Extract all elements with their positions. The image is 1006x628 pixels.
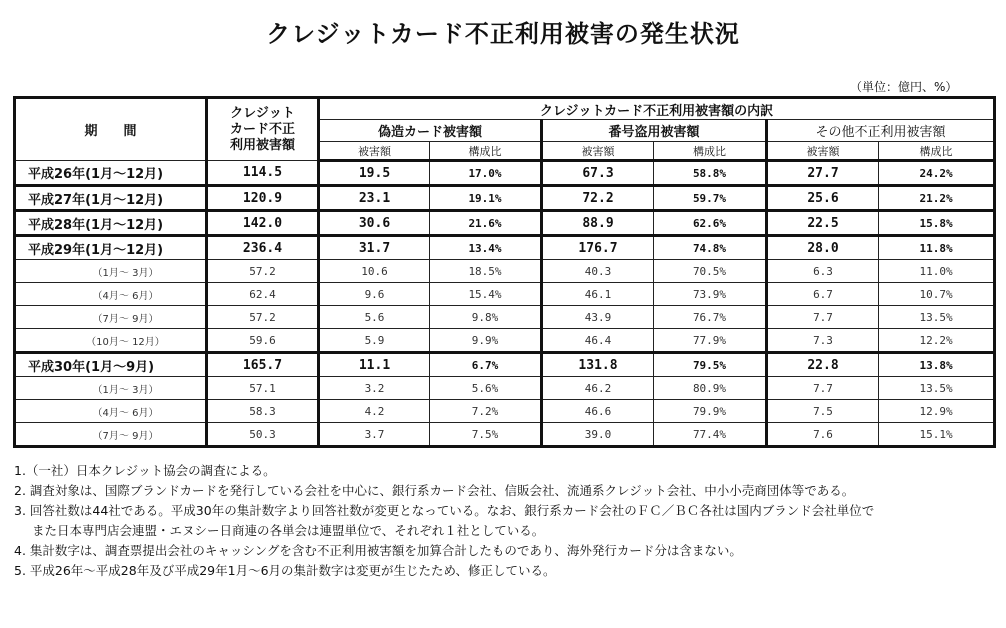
other-amount-cell: 22.8 <box>767 353 879 377</box>
number-theft-ratio-cell: 62.6% <box>654 211 767 236</box>
other-amount-cell: 7.3 <box>767 329 879 353</box>
quarter-row <box>15 260 995 283</box>
counterfeit-ratio-cell: 18.5% <box>430 260 542 283</box>
number-theft-amount-cell: 72.2 <box>542 186 654 211</box>
other-ratio-cell: 13.5% <box>879 306 995 329</box>
other-ratio-cell: 15.8% <box>879 211 995 236</box>
counterfeit-ratio-cell: 17.0% <box>430 161 542 186</box>
year-row <box>15 211 995 236</box>
other-amount-cell: 28.0 <box>767 236 879 260</box>
header-number-theft-amount: 被害額 <box>542 142 654 161</box>
number-theft-ratio-cell: 59.7% <box>654 186 767 211</box>
counterfeit-amount-cell: 3.7 <box>319 423 430 447</box>
header-number-theft: 番号盗用被害額 <box>542 120 767 142</box>
total-cell: 114.5 <box>207 161 319 186</box>
other-ratio-cell: 24.2% <box>879 161 995 186</box>
header-total-line1: クレジット <box>230 105 295 121</box>
quarter-row <box>15 377 995 400</box>
total-cell: 57.2 <box>207 260 319 283</box>
counterfeit-ratio-cell: 13.4% <box>430 236 542 260</box>
header-other: その他不正利用被害額 <box>767 120 995 142</box>
period-cell: （1月～ 3月） <box>15 260 207 283</box>
note-5: 5. 平成26年～平成28年及び平成29年1月～6月の集計数字は変更が生じたため、修正している。 <box>14 563 556 578</box>
total-cell: 165.7 <box>207 353 319 377</box>
total-cell: 50.3 <box>207 423 319 447</box>
number-theft-ratio-cell: 77.9% <box>654 329 767 353</box>
header-number-theft-ratio: 構成比 <box>654 142 767 161</box>
other-amount-cell: 22.5 <box>767 211 879 236</box>
header-counterfeit-amount: 被害額 <box>319 142 430 161</box>
counterfeit-amount-cell: 10.6 <box>319 260 430 283</box>
counterfeit-ratio-cell: 21.6% <box>430 211 542 236</box>
counterfeit-amount-cell: 23.1 <box>319 186 430 211</box>
counterfeit-ratio-cell: 9.9% <box>430 329 542 353</box>
header-period: 期 間 <box>15 98 207 161</box>
other-ratio-cell: 10.7% <box>879 283 995 306</box>
counterfeit-ratio-cell: 5.6% <box>430 377 542 400</box>
number-theft-amount-cell: 176.7 <box>542 236 654 260</box>
counterfeit-amount-cell: 31.7 <box>319 236 430 260</box>
year-row <box>15 186 995 211</box>
counterfeit-amount-cell: 30.6 <box>319 211 430 236</box>
counterfeit-amount-cell: 5.9 <box>319 329 430 353</box>
total-cell: 120.9 <box>207 186 319 211</box>
other-ratio-cell: 13.8% <box>879 353 995 377</box>
header-breakdown: クレジットカード不正利用被害額の内訳 <box>319 98 995 120</box>
other-amount-cell: 7.7 <box>767 306 879 329</box>
other-ratio-cell: 21.2% <box>879 186 995 211</box>
header-counterfeit-ratio: 構成比 <box>430 142 542 161</box>
other-amount-cell: 25.6 <box>767 186 879 211</box>
counterfeit-ratio-cell: 6.7% <box>430 353 542 377</box>
number-theft-amount-cell: 88.9 <box>542 211 654 236</box>
total-cell: 59.6 <box>207 329 319 353</box>
period-cell: 平成29年(1月～12月) <box>15 236 207 260</box>
period-cell: （10月～ 12月） <box>15 329 207 353</box>
number-theft-amount-cell: 46.4 <box>542 329 654 353</box>
number-theft-amount-cell: 43.9 <box>542 306 654 329</box>
header-total-line2: カード不正 <box>229 121 295 137</box>
counterfeit-ratio-cell: 9.8% <box>430 306 542 329</box>
total-cell: 57.2 <box>207 306 319 329</box>
other-amount-cell: 27.7 <box>767 161 879 186</box>
period-cell: （7月～ 9月） <box>15 423 207 447</box>
number-theft-amount-cell: 40.3 <box>542 260 654 283</box>
note-4: 4. 集計数字は、調査票提出会社のキャッシングを含む不正利用被害額を加算合計したものであり、海外発行カード分は含まない。 <box>14 543 742 558</box>
quarter-row <box>15 423 995 447</box>
period-cell: 平成30年(1月～9月) <box>15 353 207 377</box>
number-theft-amount-cell: 46.2 <box>542 377 654 400</box>
other-ratio-cell: 11.8% <box>879 236 995 260</box>
header-total <box>207 98 319 161</box>
period-cell: （4月～ 6月） <box>15 400 207 423</box>
number-theft-ratio-cell: 79.5% <box>654 353 767 377</box>
counterfeit-ratio-cell: 7.5% <box>430 423 542 447</box>
other-ratio-cell: 11.0% <box>879 260 995 283</box>
counterfeit-amount-cell: 9.6 <box>319 283 430 306</box>
quarter-row <box>15 329 995 353</box>
number-theft-amount-cell: 131.8 <box>542 353 654 377</box>
other-amount-cell: 7.6 <box>767 423 879 447</box>
period-cell: （7月～ 9月） <box>15 306 207 329</box>
year-row <box>15 353 995 377</box>
period-cell: 平成28年(1月～12月) <box>15 211 207 236</box>
number-theft-ratio-cell: 79.9% <box>654 400 767 423</box>
number-theft-ratio-cell: 74.8% <box>654 236 767 260</box>
other-ratio-cell: 13.5% <box>879 377 995 400</box>
period-cell: 平成27年(1月～12月) <box>15 186 207 211</box>
counterfeit-ratio-cell: 15.4% <box>430 283 542 306</box>
number-theft-ratio-cell: 76.7% <box>654 306 767 329</box>
counterfeit-amount-cell: 4.2 <box>319 400 430 423</box>
counterfeit-amount-cell: 11.1 <box>319 353 430 377</box>
counterfeit-amount-cell: 5.6 <box>319 306 430 329</box>
other-amount-cell: 6.7 <box>767 283 879 306</box>
period-cell: （4月～ 6月） <box>15 283 207 306</box>
total-cell: 57.1 <box>207 377 319 400</box>
fraud-damage-table <box>13 96 996 448</box>
counterfeit-ratio-cell: 7.2% <box>430 400 542 423</box>
year-row <box>15 161 995 186</box>
counterfeit-amount-cell: 3.2 <box>319 377 430 400</box>
counterfeit-ratio-cell: 19.1% <box>430 186 542 211</box>
number-theft-ratio-cell: 77.4% <box>654 423 767 447</box>
other-ratio-cell: 15.1% <box>879 423 995 447</box>
other-ratio-cell: 12.2% <box>879 329 995 353</box>
header-other-ratio: 構成比 <box>879 142 995 161</box>
header-other-amount: 被害額 <box>767 142 879 161</box>
notes <box>14 461 874 581</box>
total-cell: 58.3 <box>207 400 319 423</box>
number-theft-amount-cell: 67.3 <box>542 161 654 186</box>
header-counterfeit: 偽造カード被害額 <box>319 120 542 142</box>
total-cell: 142.0 <box>207 211 319 236</box>
number-theft-amount-cell: 46.1 <box>542 283 654 306</box>
quarter-row <box>15 306 995 329</box>
note-2: 2. 調査対象は、国際ブランドカードを発行している会社を中心に、銀行系カード会社、信販会社、流通系クレジット会社、中小小売商団体等である。 <box>14 483 855 498</box>
period-cell: （1月～ 3月） <box>15 377 207 400</box>
number-theft-ratio-cell: 70.5% <box>654 260 767 283</box>
number-theft-ratio-cell: 73.9% <box>654 283 767 306</box>
other-amount-cell: 7.5 <box>767 400 879 423</box>
year-row <box>15 236 995 260</box>
number-theft-ratio-cell: 58.8% <box>654 161 767 186</box>
total-cell: 62.4 <box>207 283 319 306</box>
other-amount-cell: 7.7 <box>767 377 879 400</box>
counterfeit-amount-cell: 19.5 <box>319 161 430 186</box>
unit-label: （単位：億円、%） <box>850 80 958 94</box>
number-theft-amount-cell: 39.0 <box>542 423 654 447</box>
number-theft-amount-cell: 46.6 <box>542 400 654 423</box>
period-cell: 平成26年(1月～12月) <box>15 161 207 186</box>
quarter-row <box>15 400 995 423</box>
note-3-continued: また日本専門店会連盟・エヌシー日商連の各単会は連盟単位で、それぞれ１社としている。 <box>32 523 545 538</box>
other-amount-cell: 6.3 <box>767 260 879 283</box>
header-total-line3: 利用被害額 <box>229 137 295 153</box>
number-theft-ratio-cell: 80.9% <box>654 377 767 400</box>
page-title: クレジットカード不正利用被害の発生状況 <box>266 20 740 48</box>
other-ratio-cell: 12.9% <box>879 400 995 423</box>
note-3: 3. 回答社数は44社である。平成30年の集計数字より回答社数が変更となっている。なお、銀行系カード会社のＦＣ／ＢＣ各社は国内ブランド会社単位で <box>14 503 875 518</box>
quarter-row <box>15 283 995 306</box>
note-1: 1.（一社）日本クレジット協会の調査による。 <box>14 463 276 478</box>
total-cell: 236.4 <box>207 236 319 260</box>
